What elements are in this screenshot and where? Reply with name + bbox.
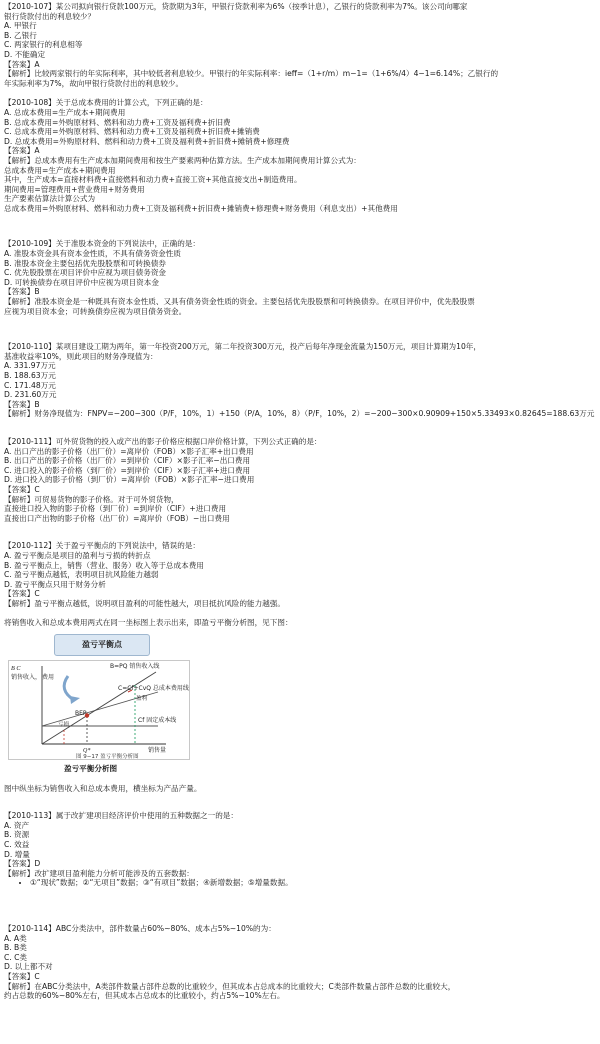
option-b: B. 资源 xyxy=(4,830,30,840)
explanation: 【解析】比较两家银行的年实际利率，其中较低者利息较少。甲银行的年实际利率：ieff=（1+r/m）m−1=（1+6%/4）4−1=6.14%；乙银行的 xyxy=(4,69,499,79)
explanation: 年实际利率为7%，故向甲银行贷款付出的利息较少。 xyxy=(4,78,184,88)
diagram-title: 盈亏平衡点 xyxy=(54,634,150,656)
explanation: 应视为项目资本金；可转换债券应视为项目债务资金。 xyxy=(4,306,187,316)
explanation-note: 图中纵坐标为销售收入和总成本费用，横坐标为产品产量。 xyxy=(4,783,202,793)
option-d: D. 以上都不对 xyxy=(4,962,53,972)
explanation: 总成本费用=生产成本+期间费用 xyxy=(4,165,116,175)
bullet-item: • ①“现状”数据；②“无项目”数据；③“有项目”数据；④新增数据；⑤增量数据。 xyxy=(30,878,596,888)
question-114 xyxy=(4,924,596,1001)
y-axis-label-2: 费用 xyxy=(42,674,55,682)
question-107 xyxy=(4,2,596,88)
diagram-caption: 盈亏平衡分析图 xyxy=(64,764,118,774)
answer: 【答案】B xyxy=(4,399,40,409)
bullet-list xyxy=(4,878,596,888)
profit-label: 盈利 xyxy=(136,696,148,703)
option-d: D. 盈亏平衡点只用于财务分析 xyxy=(4,579,106,589)
fixed-cost-line-label: Cf 固定成本线 xyxy=(138,717,177,725)
question-107-line: 银行贷款付出的利息较少？ xyxy=(4,11,96,21)
option-b: B. 准股本资金主要包括优先股股票和可转换债券 xyxy=(4,258,166,268)
question-110-line: 【2010-110】某项目建设工期为两年，第一年投资200万元，第二年投资300万元，投产后每年净现金流量为150万元，项目计算期为10年， xyxy=(4,342,481,352)
explanation-note: 将销售收入和总成本费用两式在同一坐标图上表示出来，即盈亏平衡分析图，见下图： xyxy=(4,618,293,628)
explanation: 直接出口产出物的影子价格（出厂价）=离岸价（FOB）−出口费用 xyxy=(4,513,230,523)
explanation: 约占总数的60%~80%左右，但其成本占总成本的比重较小，约占5%~10%左右。 xyxy=(4,991,285,1001)
question-113-line: 【2010-113】属于改扩建项目经济评价中使用的五种数据之一的是： xyxy=(4,811,238,821)
answer: 【答案】C xyxy=(4,971,40,981)
option-a: A. 资产 xyxy=(4,820,30,830)
question-114-line: 【2010-114】ABC分类法中，部件数量占60%~80%、成本占5%~10%的为： xyxy=(4,924,276,933)
explanation: 【解析】改扩建项目盈利能力分析可能涉及的五套数据： xyxy=(4,868,194,878)
option-a: A. 出口产出的影子价格（出厂价）=离岸价（FOB）×影子汇率+出口费用 xyxy=(4,446,254,456)
question-112-line: 【2010-112】关于盈亏平衡点的下列说法中，错误的是： xyxy=(4,541,201,551)
option-d: D. 进口投入的影子价格（到厂价）=离岸价（FOB）×影子汇率−进口费用 xyxy=(4,475,255,485)
explanation: 【解析】准股本资金是一种既具有资本金性质、又具有债务资金性质的资金。主要包括优先股股票和可转换债券。在项目评价中，优先股股票 xyxy=(4,297,475,307)
option-a: A. 总成本费用=生产成本+期间费用 xyxy=(4,107,126,117)
option-d: D. 增量 xyxy=(4,849,30,859)
option-c: C. C类 xyxy=(4,952,28,962)
question-107-line: 【2010-107】某公司拟向银行贷款100万元，贷款期为3年，甲银行贷款利率为6%（按季计息），乙银行的贷款利率为7%。该公司向哪家 xyxy=(4,2,468,11)
option-c: C. 盈亏平衡点越低，表明项目抗风险能力越弱 xyxy=(4,570,159,580)
break-even-svg xyxy=(8,660,190,760)
option-d: D. 231.60万元 xyxy=(4,390,57,400)
loss-label: 亏损 xyxy=(58,722,70,729)
option-c: C. 总成本费用=外购原材料、燃料和动力费+工资及福利费+折旧费+摊销费 xyxy=(4,127,260,137)
explanation: 期间费用=管理费用+营业费用+财务费用 xyxy=(4,184,145,194)
option-b: B. 乙银行 xyxy=(4,30,37,40)
y-axis-label-1: 销售收入， xyxy=(11,674,42,682)
option-b: B. 188.63万元 xyxy=(4,371,56,380)
option-d: D. 总成本费用=外购原材料、燃料和动力费+工资及福利费+折旧费+摊销费+修理费 xyxy=(4,136,290,146)
break-even-chart xyxy=(8,660,190,760)
option-a: A. 甲银行 xyxy=(4,21,37,31)
x-axis-label: 销售量 xyxy=(148,747,167,755)
option-c: C. 两家银行的利息相等 xyxy=(4,40,83,50)
question-111 xyxy=(4,437,596,523)
explanation: 【解析】在ABC分类法中，A类部件数量占部件总数的比重较少，但其成本占总成本的比重较大；C类部件数量占部件总数的比重较大， xyxy=(4,981,456,991)
explanation: 【解析】可贸易货物的影子价格。对于可外贸货物， xyxy=(4,494,179,504)
option-c: C. 171.48万元 xyxy=(4,380,56,390)
question-109 xyxy=(4,239,596,316)
answer: 【答案】A xyxy=(4,59,40,69)
option-b: B. 盈亏平衡点上，销售（营业、服务）收入等于总成本费用 xyxy=(4,560,204,570)
option-a: A. A类 xyxy=(4,933,27,943)
option-b: B. B类 xyxy=(4,943,27,953)
option-c: C. 优先股股票在项目评价中应视为项目债务资金 xyxy=(4,268,167,278)
revenue-line-label: B=PQ 销售收入线 xyxy=(110,663,160,671)
option-c: C. 效益 xyxy=(4,840,30,850)
option-b: B. 总成本费用=外购原材料、燃料和动力费+工资及福利费+折旧费 xyxy=(4,117,231,127)
total-cost-line-label: C=Cf+CvQ 总成本费用线 xyxy=(118,685,189,693)
answer: 【答案】A xyxy=(4,146,40,156)
option-a: A. 盈亏平衡点是项目的盈利与亏损的转折点 xyxy=(4,550,151,560)
answer: 【答案】D xyxy=(4,859,41,869)
explanation: 总成本费用=外购原材料、燃料和动力费+工资及福利费+折旧费+摊销费+修理费+财务费用（利息支出）+其他费用 xyxy=(4,203,398,213)
explanation: 直接进口投入物的影子价格（到厂价）=到岸价（CIF）+进口费用 xyxy=(4,504,227,514)
option-d: D. 不能确定 xyxy=(4,49,46,59)
question-108-line: 【2010-108】关于总成本费用的计算公式，下列正确的是： xyxy=(4,98,208,108)
question-109-line: 【2010-109】关于准股本资金的下列说法中，正确的是： xyxy=(4,239,201,249)
question-113 xyxy=(4,811,596,888)
answer: 【答案】B xyxy=(4,287,40,297)
question-112 xyxy=(4,541,596,793)
y-axis-symbol: B C xyxy=(11,665,21,673)
question-111-line: 【2010-111】可外贸货物的投入或产出的影子价格应根据口岸价格计算，下列公式正确的是： xyxy=(4,436,322,446)
explanation: 其中，生产成本=直接材料费+直接燃料和动力费+直接工资+其他直接支出+制造费用。 xyxy=(4,175,302,185)
figure-caption: 图 9−17 盈亏平衡分析图 xyxy=(76,754,139,761)
question-110 xyxy=(4,342,596,419)
question-108 xyxy=(4,98,596,213)
option-b: B. 出口产出的影子价格（出厂价）=到岸价（CIF）×影子汇率−出口费用 xyxy=(4,456,251,466)
explanation: 【解析】总成本费用有生产成本加期间费用和按生产要素两种估算方法。生产成本加期间费用计算公式为： xyxy=(4,155,361,165)
break-even-diagram xyxy=(4,634,596,774)
answer: 【答案】C xyxy=(4,589,40,599)
q-star-label: Q* xyxy=(83,748,91,755)
explanation: 【解析】财务净现值为：FNPV=−200−300（P/F，10%，1）+150（P/A，10%，8）（P/F，10%，2）=−200−300×0.90909+150×5.33493×0.82645=188.63万元 xyxy=(4,409,595,419)
bep-label: BEP xyxy=(75,710,87,718)
option-d: D. 可转换债券在项目评价中应视为项目资本金 xyxy=(4,277,159,287)
option-a: A. 准股本资金具有资本金性质，不具有债务资金性质 xyxy=(4,249,181,259)
option-a: A. 331.97万元 xyxy=(4,361,56,371)
explanation: 【解析】盈亏平衡点越低，说明项目盈利的可能性越大，项目抵抗风险的能力越强。 xyxy=(4,598,285,608)
question-110-line: 基准收益率10%，则此项目的财务净现值为： xyxy=(4,351,158,361)
answer: 【答案】C xyxy=(4,484,40,494)
option-c: C. 进口投入的影子价格（到厂价）=到岸价（CIF）×影子汇率+进口费用 xyxy=(4,465,251,475)
explanation: 生产要素估算法计算公式为 xyxy=(4,194,96,204)
